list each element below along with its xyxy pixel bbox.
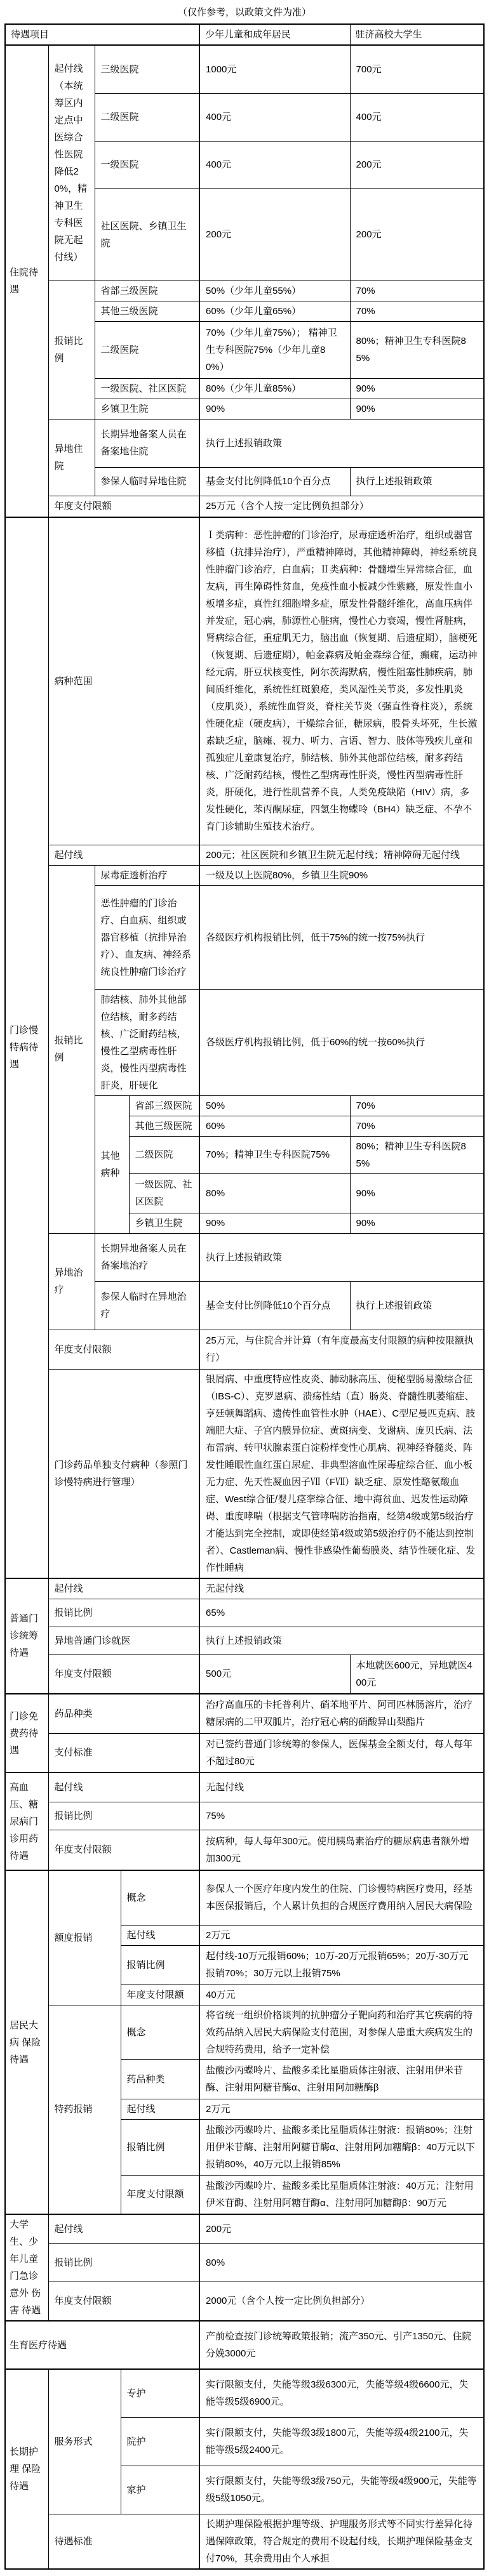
row-label-separately-paid-outpatient-drugs: 门诊药品单独支付病种（参照门诊慢特病进行管理） bbox=[49, 1369, 199, 1578]
table-row bbox=[5, 419, 484, 467]
row-label-service-form: 服务形式 bbox=[49, 2369, 121, 2514]
row-label-disease-scope: 病种范围 bbox=[49, 517, 199, 845]
section-label-student-children-accident-outpatient: 大学生、少年儿童门急诊意外 伤害 待遇 bbox=[5, 2214, 49, 2321]
value-merged: 治疗高血压的卡托普利片、硝苯地平片、阿司匹林肠溶片，治疗糖尿病的二甲双胍片，治疗冠心病的硝酸异山梨酯片 bbox=[199, 1694, 484, 1733]
value-children-residents: 70%（少年儿童75%）； 精神卫生专科医院75%（少年儿童80%） bbox=[199, 321, 350, 378]
row-label-deductible: 起付线 bbox=[49, 1578, 199, 1599]
sub-label-annual-payment-limit: 年度支付限额 bbox=[121, 1985, 199, 2005]
policy-table-body bbox=[5, 24, 484, 2569]
value-merged: 执行上述报销政策 bbox=[199, 419, 484, 467]
row-label-special-drug-reimbursement: 特药报销 bbox=[49, 2005, 121, 2214]
sub-label-home-care: 家护 bbox=[121, 2466, 199, 2514]
value-children-residents: 90% bbox=[199, 399, 350, 419]
table-row bbox=[5, 1627, 484, 1655]
hospital-level-label: 三级医院 bbox=[95, 45, 199, 93]
table-row bbox=[5, 2369, 484, 2417]
value-university-students: 70% bbox=[350, 1116, 484, 1136]
row-label-out-of-town-treatment: 异地治疗 bbox=[49, 1233, 95, 1330]
value-university-students: 80%；精神卫生专科医院85% bbox=[350, 1136, 484, 1173]
value-merged: 200元；社区医院和乡镇卫生院无起付线；精神障碍无起付线 bbox=[199, 845, 484, 865]
value-university-students: 执行上述报销政策 bbox=[350, 467, 484, 496]
sub-label: 长期异地备案人员在备案地住院 bbox=[95, 419, 199, 467]
section-label-resident-critical-illness-insurance: 居民大病 保险待遇 bbox=[5, 1870, 49, 2214]
value-children-residents: 400元 bbox=[199, 93, 350, 141]
hospital-level-label: 其他三级医院 bbox=[130, 1116, 199, 1136]
value-children-residents: 80%（少年儿童85%） bbox=[199, 378, 350, 399]
row-label-payment-standard: 支付标准 bbox=[49, 1733, 199, 1773]
hospital-level-label: 乡镇卫生院 bbox=[130, 1213, 199, 1233]
row-label-reimbursement-ratio: 报销比例 bbox=[49, 1802, 199, 1830]
section-label-hospitalization: 住院待遇 bbox=[5, 45, 49, 517]
value-university-students: 200元 bbox=[350, 188, 484, 281]
value-university-students: 90% bbox=[350, 1173, 484, 1213]
value-university-students: 70% bbox=[350, 281, 484, 301]
hospital-level-label: 二级医院 bbox=[130, 1136, 199, 1173]
table-row bbox=[5, 865, 484, 885]
value-children-residents: 200元 bbox=[199, 188, 350, 281]
section-label-long-term-care-insurance: 长期护理 保险待遇 bbox=[5, 2369, 49, 2569]
sub-label-annual-payment-limit: 年度支付限额 bbox=[121, 2175, 199, 2214]
table-row bbox=[5, 1599, 484, 1627]
table-row bbox=[5, 1233, 484, 1281]
value-university-students: 70% bbox=[350, 301, 484, 321]
table-row bbox=[5, 517, 484, 845]
value-merged: 对已签约普通门诊统筹的参保人，医保基金全额支付，每人每年不超过80元 bbox=[199, 1733, 484, 1773]
row-label-reimbursement-ratio: 报销比例 bbox=[49, 2244, 199, 2282]
table-row bbox=[5, 1578, 484, 1599]
value-children-residents: 500元 bbox=[199, 1655, 350, 1694]
table-row bbox=[5, 1830, 484, 1870]
table-row bbox=[5, 1369, 484, 1578]
row-label-annual-payment-limit: 年度支付限额 bbox=[49, 1830, 199, 1870]
value-merged: 25万元，与住院合并计算（有年度最高支付限额的病种按限额执行） bbox=[199, 1330, 484, 1369]
value-merged: 一级及以上医院80%，乡镇卫生院90% bbox=[199, 865, 484, 885]
value-university-students: 90% bbox=[350, 378, 484, 399]
section-label-maternity-medical: 生育医疗待遇 bbox=[5, 2321, 199, 2369]
header-university-students: 驻济高校大学生 bbox=[350, 24, 484, 45]
row-label-annual-payment-limit: 年度支付限额 bbox=[49, 496, 199, 517]
table-row bbox=[5, 1802, 484, 1830]
hospital-level-label: 省部三级医院 bbox=[130, 1095, 199, 1116]
value-merged: 执行上述报销政策 bbox=[199, 1627, 484, 1655]
row-label-out-of-town-hospitalization: 异地住院 bbox=[49, 419, 95, 496]
value-merged: 实行限额支付，失能等级3级750元，失能等级4级900元，失能等级5级1050元。 bbox=[199, 2466, 484, 2514]
value-merged: 执行上述报销政策 bbox=[199, 1233, 484, 1281]
value-university-students: 90% bbox=[350, 1213, 484, 1233]
row-label-quota-reimbursement: 额度报销 bbox=[49, 1870, 121, 2005]
value-university-students: 200元 bbox=[350, 141, 484, 188]
sub-label-special-care: 专护 bbox=[121, 2369, 199, 2417]
value-children-residents: 60% bbox=[199, 1116, 350, 1136]
value-children-residents: 50% bbox=[199, 1095, 350, 1116]
value-university-students: 700元 bbox=[350, 45, 484, 93]
sub-label-concept: 概念 bbox=[121, 2005, 199, 2059]
hospital-level-label: 社区医院、乡镇卫生院 bbox=[95, 188, 199, 281]
table-row bbox=[5, 281, 484, 301]
value-children-residents: 70%；精神卫生专科医院75% bbox=[199, 1136, 350, 1173]
value-children-residents: 60%（少年儿童65%） bbox=[199, 301, 350, 321]
sub-label-concept: 概念 bbox=[121, 1870, 199, 1925]
header-children-adult-residents: 少年儿童和成年居民 bbox=[199, 24, 350, 45]
table-row bbox=[5, 496, 484, 517]
row-label-out-of-town-general-outpatient: 异地普通门诊就医 bbox=[49, 1627, 199, 1655]
hospital-level-label: 二级医院 bbox=[95, 321, 199, 378]
sub-label: 长期异地备案人员在备案地治疗 bbox=[95, 1233, 199, 1281]
value-merged: 实行限额支付，失能等级3级6300元，失能等级4级6600元，失能等级5级6900元。 bbox=[199, 2369, 484, 2417]
value-merged: 盐酸沙丙蝶呤片、盐酸多柔比星脂质体注射液、注射用伊米苷酶、注射用阿糖苷酶α、注射用阿加糖酶β bbox=[199, 2059, 484, 2099]
table-row bbox=[5, 2282, 484, 2321]
value-university-students: 本地就医600元，异地就医400元 bbox=[350, 1655, 484, 1694]
sub-label: 参保人临时异地住院 bbox=[95, 467, 199, 496]
row-label-annual-payment-limit: 年度支付限额 bbox=[49, 2282, 199, 2321]
table-row bbox=[5, 24, 484, 45]
table-row bbox=[5, 1330, 484, 1369]
section-label-hypertension-diabetes-drugs: 高血压、糖尿病门诊用药待遇 bbox=[5, 1773, 49, 1870]
value-merged: 盐酸沙丙蝶呤片、盐酸多柔比星脂质体注射液：报销80%；注射用伊米苷酶、注射用阿糖苷酶α、注射用阿加糖酶β：40万元以下报销80%，40万元以上报销85% bbox=[199, 2119, 484, 2175]
value-merged: 40万元 bbox=[199, 1985, 484, 2005]
value-merged: 各级医疗机构报销比例，低于75%的统一按75%执行 bbox=[199, 885, 484, 989]
sub-label-deductible: 起付线 bbox=[121, 2099, 199, 2119]
value-children-residents: 1000元 bbox=[199, 45, 350, 93]
value-children-residents: 90% bbox=[199, 1213, 350, 1233]
sub-label-reimbursement-ratio: 报销比例 bbox=[121, 1945, 199, 1985]
section-label-outpatient-chronic-special-disease: 门诊慢特病待遇 bbox=[5, 517, 49, 1578]
value-children-residents: 50%（少年儿童55%） bbox=[199, 281, 350, 301]
value-merged: 2万元 bbox=[199, 2099, 484, 2119]
value-merged: 参保人一个医疗年度内发生的住院、门诊慢特病医疗费用，经基本医保报销后，个人累计负担的合规医疗费用纳入居民大病保险 bbox=[199, 1870, 484, 1925]
row-label-deductible: 起付线 bbox=[49, 2214, 199, 2244]
table-row bbox=[5, 1773, 484, 1802]
header-treatment-item: 待遇项目 bbox=[5, 24, 199, 45]
hospital-level-label: 二级医院 bbox=[95, 93, 199, 141]
table-row bbox=[5, 1733, 484, 1773]
value-children-residents: 400元 bbox=[199, 141, 350, 188]
value-merged: 25万元（含个人按一定比例负担部分） bbox=[199, 496, 484, 517]
table-row bbox=[5, 1655, 484, 1694]
value-university-students: 执行上述报销政策 bbox=[350, 1281, 484, 1330]
value-merged: 2000元（含个人按一定比例负担部分） bbox=[199, 2282, 484, 2321]
row-label-reimbursement-ratio: 报销比例 bbox=[49, 1599, 199, 1627]
table-row bbox=[5, 2321, 484, 2369]
row-label-reimbursement-ratio: 报销比例 bbox=[49, 281, 95, 419]
section-label-free-outpatient-drugs: 门诊免费药待遇 bbox=[5, 1694, 49, 1773]
value-merged: 长期护理保险根据护理等级、护理服务形式等不同实行差异化待遇保障政策，符合规定的费用不设起付线，长期护理保险基金支付70%，其余费用由个人承担 bbox=[199, 2514, 484, 2569]
row-label-drug-types: 药品种类 bbox=[49, 1694, 199, 1733]
value-merged: 按病种，每人每年300元。使用胰岛素治疗的糖尿病患者额外增加300元 bbox=[199, 1830, 484, 1870]
value-merged: 盐酸沙丙蝶呤片、盐酸多柔比星脂质体注射液：40万元；注射用伊米苷酶、注射用阿糖苷酶α、注射用阿加糖酶β：90万元 bbox=[199, 2175, 484, 2214]
value-merged: 无起付线 bbox=[199, 1578, 484, 1599]
row-label-deductible: 起付线（本统筹区内定点中医综合性医院降低20%，精神卫生专科医院无起付线） bbox=[49, 45, 95, 281]
row-label-reimbursement-ratio: 报销比例 bbox=[49, 865, 95, 1233]
value-children-residents: 基金支付比例降低10个百分点 bbox=[199, 467, 350, 496]
value-merged: 80% bbox=[199, 2244, 484, 2282]
row-label-annual-payment-limit: 年度支付限额 bbox=[49, 1655, 199, 1694]
hospital-level-label: 省部三级医院 bbox=[95, 281, 199, 301]
sub-label: 恶性肿瘤的门诊治疗、白血病、组织或器官移植（抗排异治疗）、血友病、神经系统良性肿瘤门诊治疗 bbox=[95, 885, 199, 989]
value-merged: 起付线-10万元报销60%；10万-20万元报销65%；20万-30万元报销70%；30万元以上报销75% bbox=[199, 1945, 484, 1985]
value-merged: 实行限额支付，失能等级3级1800元，失能等级4级2100元，失能等级5级2400元。 bbox=[199, 2417, 484, 2466]
hospital-level-label: 一级医院、社区医院 bbox=[95, 378, 199, 399]
sub-label-other-diseases: 其他病种 bbox=[95, 1095, 130, 1233]
hospital-level-label: 其他三级医院 bbox=[95, 301, 199, 321]
table-row bbox=[5, 2244, 484, 2282]
value-university-students: 90% bbox=[350, 399, 484, 419]
value-merged: 将省统一组织价格谈判的抗肿瘤分子靶向药和治疗其它疾病的特效药品纳入居民大病保险支付范围，对参保人患重大疾病发生的合规特药费用，给予一定补偿 bbox=[199, 2005, 484, 2059]
row-label-deductible: 起付线 bbox=[49, 1773, 199, 1802]
value-merged: 各级医疗机构报销比例，低于60%的统一按60%执行 bbox=[199, 989, 484, 1095]
row-label-benefit-standard: 待遇标准 bbox=[49, 2514, 199, 2569]
value-merged: 75% bbox=[199, 1802, 484, 1830]
sub-label: 参保人临时在异地治疗 bbox=[95, 1281, 199, 1330]
table-row bbox=[5, 845, 484, 865]
value-merged: 200元 bbox=[199, 2214, 484, 2244]
value-university-students: 70% bbox=[350, 1095, 484, 1116]
hospital-level-label: 一级医院 bbox=[95, 141, 199, 188]
value-merged: 产前检查按门诊统筹政策报销；流产350元、引产1350元、住院分娩3000元 bbox=[199, 2321, 484, 2369]
hospital-level-label: 乡镇卫生院 bbox=[95, 399, 199, 419]
hospital-level-label: 一级医院、社区医院 bbox=[130, 1173, 199, 1213]
sub-label: 尿毒症透析治疗 bbox=[95, 865, 199, 885]
sub-label-drug-types: 药品种类 bbox=[121, 2059, 199, 2099]
sub-label-deductible: 起付线 bbox=[121, 1925, 199, 1945]
sub-label: 肺结核、肺外其他部位结核，耐多药结核、广泛耐药结核，慢性乙型病毒性肝炎，慢性丙型病毒性肝炎，肝硬化 bbox=[95, 989, 199, 1095]
value-merged: 银屑病、中重度特应性皮炎、肺动脉高压、便秘型肠易激综合征（IBS-C）、克罗恩病、溃疡性结（直）肠炎、脊髓性肌萎缩症、亨廷顿舞蹈病、遗传性血管性水肿（HAE）、C型尼曼匹克病、肢端肥大症、子宫内膜异位症、黄斑病变、戈谢病、庞贝氏病、法布雷病、转甲状腺素蛋白淀粉样变性心肌病、视神经脊髓炎、阵发性睡眠性血红蛋白尿症、非典型溶血性尿毒症综合征、血小板无力症、先天性凝血因子Ⅶ（FⅦ）缺乏症、原发性酪氨酸血症、West综合征/婴儿痉挛综合征、地中海贫血、迟发性运动障碍、重度哮喘（根据支气管哮喘防治指南，经第4级或第5级治疗才能达到完全控制，或即使经第4级或第5级治疗仍不能达到控制者）、Castleman病、慢性非感染性葡萄膜炎、结节性硬化症、发作性睡病 bbox=[199, 1369, 484, 1578]
table-row bbox=[5, 45, 484, 93]
table-row bbox=[5, 1870, 484, 1925]
section-label-general-outpatient: 普通门诊统筹待遇 bbox=[5, 1578, 49, 1694]
value-children-residents: 基金支付比例降低10个百分点 bbox=[199, 1281, 350, 1330]
value-university-students: 400元 bbox=[350, 93, 484, 141]
page-title: （仅作参考，以政策文件为准） bbox=[177, 7, 311, 18]
sub-label-reimbursement-ratio: 报销比例 bbox=[121, 2119, 199, 2175]
table-row bbox=[5, 2005, 484, 2059]
value-merged: 无起付线 bbox=[199, 1773, 484, 1802]
row-label-annual-payment-limit: 年度支付限额 bbox=[49, 1330, 199, 1369]
value-university-students: 80%；精神卫生专科医院85% bbox=[350, 321, 484, 378]
value-merged: 2万元 bbox=[199, 1925, 484, 1945]
table-row bbox=[5, 2514, 484, 2569]
table-row bbox=[5, 1694, 484, 1733]
sub-label-institutional-care: 院护 bbox=[121, 2417, 199, 2466]
value-merged: Ⅰ类病种：恶性肿瘤的门诊治疗，尿毒症透析治疗，组织或器官移植（抗排异治疗），严重精神障碍，其他精神障碍，神经系统良性肿瘤门诊治疗，白血病；Ⅱ类病种：骨髓增生异常综合征，血友病，再生障碍性贫血，免疫性血小板减少性紫癜，原发性血小板增多症，真性红细胞增多症，原发性骨髓纤维化，高血压病伴并发症，冠心病，肺源性心脏病，慢性心力衰竭，慢性肾脏病，肾病综合征，重症肌无力，脑出血（恢复期、后遗症期），脑梗死（恢复期、后遗症期），帕金森病及帕金森综合征，癫痫，运动神经元病，肝豆状核变性，阿尔茨海默病，慢性阻塞性肺疾病，肺间质纤维化，系统性红斑狼疮，类风湿性关节炎，多发性肌炎（皮肌炎），系统性血管炎，脊柱关节炎（强直性脊柱炎），系统性硬化症（硬皮病），干燥综合征，糖尿病，股骨头坏死，生长激素缺乏症，脑瘫、视力、听力、言语、智力、肢体等残疾儿童和孤独症儿童康复治疗，肺结核、肺外其他部位结核，耐多药结核、广泛耐药结核，慢性乙型病毒性肝炎，慢性丙型病毒性肝炎，肝硬化，进行性肌营养不良，人类免疫缺陷（HIV）病，多发性硬化，苯丙酮尿症，四氢生物蝶呤（BH4）缺乏症、不孕不育门诊辅助生殖技术治疗。 bbox=[199, 517, 484, 845]
table-row bbox=[5, 2214, 484, 2244]
row-label-deductible: 起付线 bbox=[49, 845, 199, 865]
value-children-residents: 80% bbox=[199, 1173, 350, 1213]
value-merged: 65% bbox=[199, 1599, 484, 1627]
benefits-policy-table bbox=[4, 23, 485, 2570]
